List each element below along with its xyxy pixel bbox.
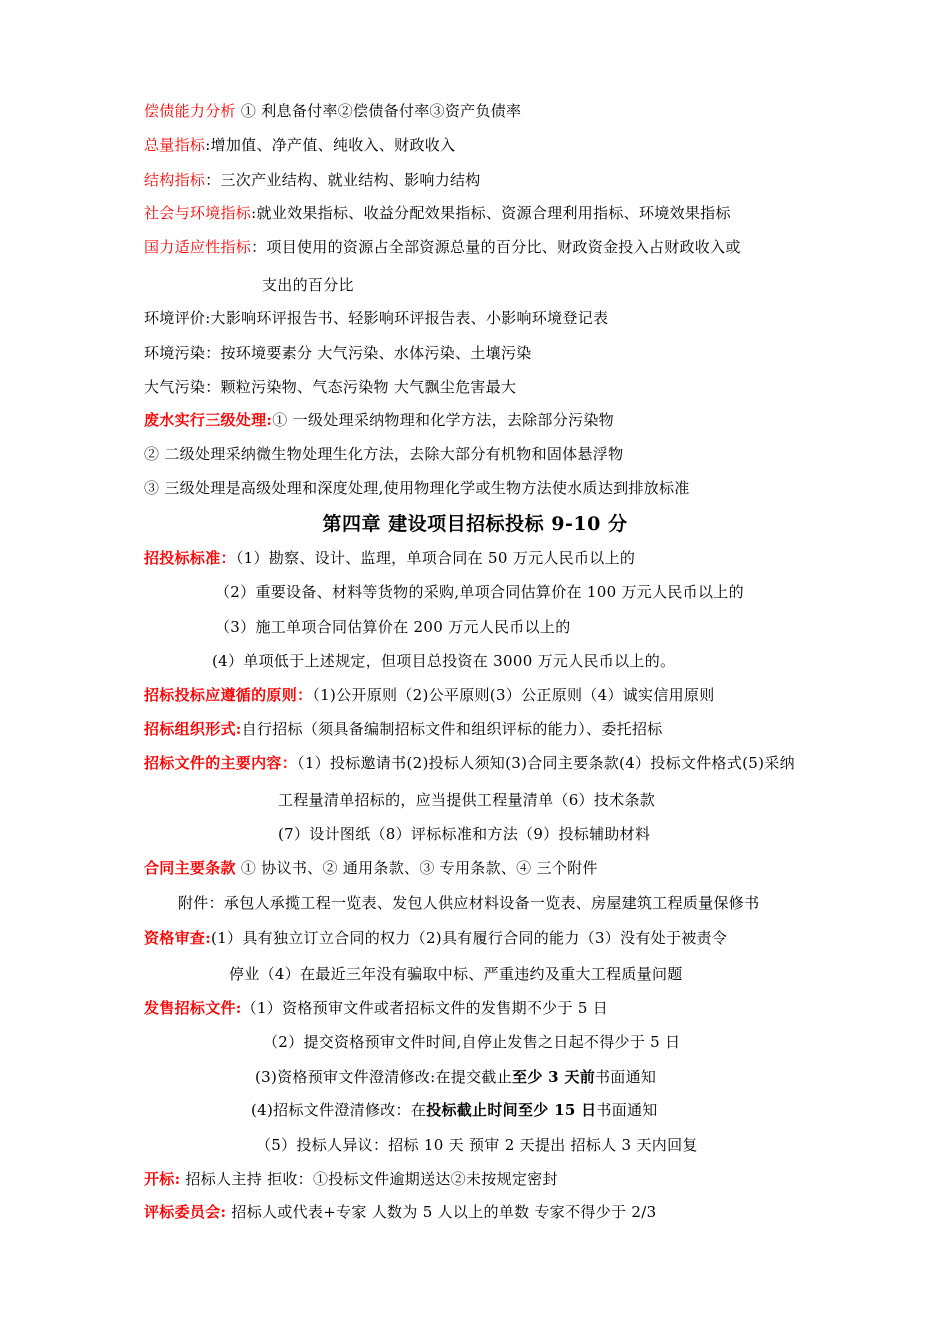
term-text: (4）单项低于上述规定，但项目总投资在 3000 万元人民币以上的。: [212, 652, 676, 670]
text-line-sale-5: [256, 1135, 698, 1155]
term-text: 自行招标（须具备编制招标文件和组织评标的能力）、委托招标: [241, 720, 663, 738]
text-line-principles: [144, 685, 715, 705]
term-text: ① 协议书、② 通用条款、③ 专用条款、④ 三个附件: [235, 859, 598, 877]
term-text: :就业效果指标、收益分配效果指标、资源合理利用指标、环境效果指标: [251, 204, 731, 222]
term-text: 书面通知: [596, 1101, 658, 1119]
term-text: （3）施工单项合同估算价在 200 万元人民币以上的: [215, 618, 571, 636]
term-text: 环境评价:大影响环评报告书、轻影响环评报告表、小影响环境登记表: [144, 309, 609, 327]
term-text: （2）重要设备、材料等货物的采购,单项合同估算价在 100 万元人民币以上的: [215, 583, 744, 601]
text-line-continuation: [262, 275, 354, 295]
term-label: 偿债能力分析: [144, 102, 236, 120]
text-line-organization-form: [144, 719, 663, 739]
text-line-tender-contents-2: [278, 790, 655, 810]
term-text: 支出的百分比: [262, 276, 354, 294]
term-label: 废水实行三级处理:: [144, 411, 273, 429]
text-line-sale-2: [263, 1032, 680, 1052]
text-line-tender-contents: [144, 753, 795, 773]
text-line-social-env-indicators: [144, 203, 731, 223]
emphasis-text: 至少 3 天前: [512, 1068, 595, 1086]
term-text: 书面通知: [595, 1068, 657, 1086]
term-text: 停业（4）在最近三年没有骗取中标、严重违约及重大工程质量问题: [229, 965, 683, 983]
term-label: 合同主要条款: [144, 859, 236, 877]
term-text: ② 二级处理采纳微生物处理生化方法，去除大部分有机物和固体悬浮物: [144, 445, 624, 463]
term-label: 国力适应性指标: [144, 238, 252, 256]
term-label: 开标:: [144, 1170, 181, 1188]
term-text: （5）投标人异议：招标 10 天 预审 2 天提出 招标人 3 天内回复: [256, 1136, 698, 1154]
term-text: （2）提交资格预审文件时间,自停止发售之日起不得少于 5 日: [263, 1033, 681, 1051]
text-line-env-pollution: [144, 343, 532, 363]
text-line-structure-indicators: [144, 170, 481, 190]
term-text: （1）资格预审文件或者招标文件的发售期不少于 5 日: [241, 999, 609, 1017]
term-text: ：三次产业结构、就业结构、影响力结构: [205, 171, 481, 189]
term-text: （1）勘察、设计、监理，单项合同在 50 万元人民币以上的: [235, 549, 636, 567]
term-text: ① 利息备付率②偿债备付率③资产负债率: [235, 102, 522, 120]
term-text: ③ 三级处理是高级处理和深度处理,使用物理化学或生物方法使水质达到排放标准: [144, 479, 690, 497]
term-text: 大气污染：颗粒污染物、气态污染物 大气飘尘危害最大: [144, 378, 517, 396]
text-line-solvency: [144, 101, 521, 121]
term-text: ：项目使用的资源占全部资源总量的百分比、财政资金投入占财政收入或: [251, 238, 741, 256]
term-label: 招标组织形式:: [144, 720, 242, 738]
term-label: 招标文件的主要内容：: [144, 754, 298, 772]
text-line-attachments: [178, 893, 759, 913]
text-line-standard-3: [215, 617, 571, 637]
term-label: 资格审查:: [144, 929, 212, 947]
term-text: 招标人或代表+专家 人数为 5 人以上的单数 专家不得少于 2/3: [226, 1203, 657, 1221]
term-label: 评标委员会:: [144, 1203, 227, 1221]
term-text: （1）投标邀请书(2)投标人须知(3)合同主要条款(4）投标文件格式(5)采纳: [297, 754, 795, 772]
chapter-title: 第四章 建设项目招标投标 9-10 分: [322, 513, 628, 535]
term-text: (3)资格预审文件澄清修改:在提交截止: [255, 1068, 513, 1086]
text-line-secondary-treatment: [144, 444, 623, 464]
term-label: 发售招标文件:: [144, 999, 242, 1017]
text-line-wastewater: [144, 410, 614, 430]
text-line-bidding-standard: [144, 548, 635, 568]
text-line-tertiary-treatment: [144, 478, 690, 498]
term-text: (4)招标文件澄清修改：在: [251, 1101, 427, 1119]
emphasis-text: 投标截止时间至少 15 日: [426, 1101, 597, 1119]
text-line-national-adaptability: [144, 237, 741, 257]
term-label: 结构指标: [144, 171, 206, 189]
term-text: (7）设计图纸（8）评标标准和方法（9）投标辅助材料: [278, 825, 651, 843]
term-text: (1）具有独立订立合同的权力（2)具有履行合同的能力（3）没有处于被责令: [211, 929, 728, 947]
term-text: 附件：承包人承揽工程一览表、发包人供应材料设备一览表、房屋建筑工程质量保修书: [178, 894, 760, 912]
text-line-air-pollution: [144, 377, 516, 397]
text-line-sale-of-documents: [144, 998, 608, 1018]
term-text: ① 一级处理采纳物理和化学方法，去除部分污染物: [272, 411, 614, 429]
text-line-contract-terms: [144, 858, 598, 878]
text-line-evaluation-committee: [144, 1202, 656, 1222]
text-line-env-assessment: [144, 308, 608, 328]
term-text: 招标人主持 拒收：①投标文件逾期送达②未按规定密封: [180, 1170, 558, 1188]
term-label: 招投标标准：: [144, 549, 236, 567]
text-line-standard-2: [215, 582, 744, 602]
term-text: 环境污染：按环境要素分 大气污染、水体污染、土壤污染: [144, 344, 532, 362]
text-line-sale-4: [251, 1100, 658, 1120]
text-line-qualification: [144, 928, 727, 948]
text-line-qualification-2: [229, 964, 683, 984]
text-line-tender-contents-3: [278, 824, 650, 844]
term-text: 工程量清单招标的，应当提供工程量清单（6）技术条款: [278, 791, 656, 809]
term-label: 招标投标应遵循的原则：: [144, 686, 313, 704]
term-label: 总量指标: [144, 136, 206, 154]
term-text: :增加值、净产值、纯收入、财政收入: [205, 136, 456, 154]
text-line-bid-opening: [144, 1169, 558, 1189]
term-label: 社会与环境指标: [144, 204, 252, 222]
term-text: （1)公开原则（2)公平原则(3）公正原则（4）诚实信用原则: [312, 686, 715, 704]
text-line-total-indicators: [144, 135, 455, 155]
text-line-sale-3: [255, 1067, 656, 1087]
text-line-standard-4: [212, 651, 675, 671]
